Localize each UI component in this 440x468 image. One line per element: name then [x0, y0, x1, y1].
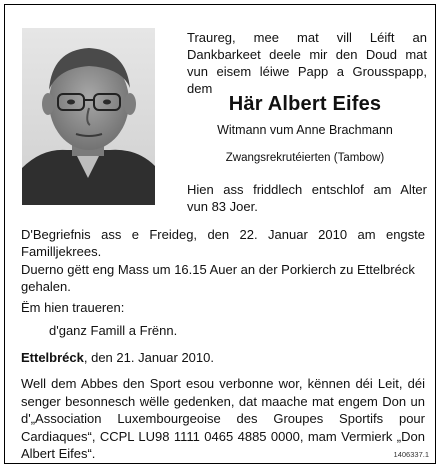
funeral-paragraph: D'Begriefnis ass e Freideg, den 22. Januar 2010 am engste Familljekrees. — [21, 227, 425, 259]
reference-number: 1406337.1 — [393, 450, 429, 459]
portrait-photo — [22, 28, 155, 205]
deceased-name: Här Albert Eifes — [228, 93, 382, 115]
date-text: , den 21. Januar 2010. — [83, 350, 214, 365]
intro-text: Traureg, mee mat vill Léift an Dankbarkeet deele mir den Doud mat vun eisem léiwe Papp a Grousspapp, dem — [187, 30, 427, 96]
conscript-line: Zwangsrekrutéierten (Tambow) — [225, 152, 385, 164]
obituary-notice — [4, 4, 436, 464]
death-line-2: vun 83 Joer. — [187, 199, 258, 214]
memorial-paragraph: Well dem Abbes den Sport esou verbonne wor, kënnen déi Leit, déi senger besonnesch wëlle gedenken, dat maache mat engem Don un d'„Association Luxembourgeoise des Groupes Sportifs pour Cardiaques“, CCPL LU98 1111 0465 4885 0000, mam Vermierk „Don Albert Eifes“. — [21, 376, 425, 461]
place-name: Ettelbréck — [21, 350, 84, 365]
mourners-list: d'ganz Famill a Frënn. — [49, 323, 178, 338]
portrait-image — [22, 28, 155, 205]
mass-paragraph: Duerno gëtt eng Mass um 16.15 Auer an der Porkierch zu Ettelbréck gehalen. — [21, 262, 415, 294]
widower-line: Witmann vum Anne Brachmann — [217, 123, 393, 137]
death-line-1: Hien ass friddlech entschlof am Alter — [187, 182, 427, 197]
place-date — [21, 349, 425, 366]
mourners-label: Ëm hien traueren: — [21, 300, 125, 315]
death-text — [187, 181, 427, 215]
